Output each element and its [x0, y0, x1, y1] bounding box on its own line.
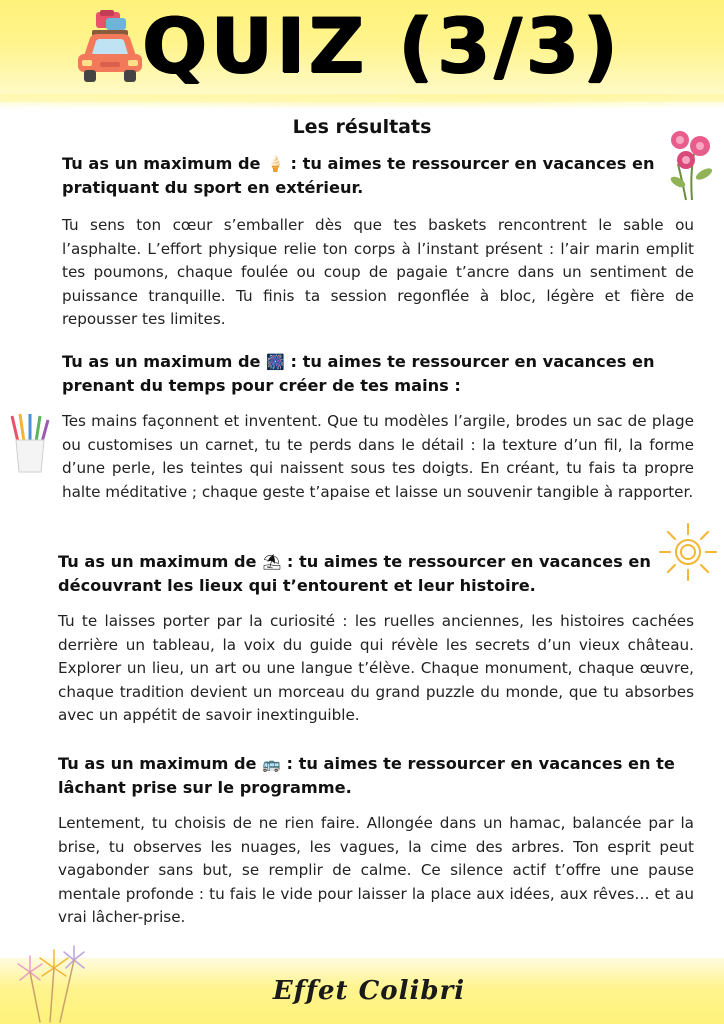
section-paragraph: Tes mains façonnent et inventent. Que tu modèles l’argile, brodes un sac de plage ou customises un carnet, tu te perds dans le détail : la texture d’un fil, la forme d’une perle, les teintes qui naissent sous tes doigts. En créant, tu fais ta propre halte méditative ; chaque geste t’apaise et laisse un souvenir tangible à rapporter.	[62, 412, 694, 501]
page-title: QUIZ (3/3)	[142, 1, 622, 90]
section-heading: Tu as un maximum de 🎆 : tu aimes te ressourcer en vacances en prenant du temps pour créer de tes mains :	[62, 352, 655, 395]
beach-umbrella-icon: ⛱	[262, 553, 282, 571]
firework-icon: 🎆	[266, 353, 285, 371]
section-heading: Tu as un maximum de 🍦 : tu aimes te ressourcer en vacances en pratiquant du sport en extérieur.	[62, 154, 655, 197]
section-heading: Tu as un maximum de 🚌 : tu aimes te ressourcer en vacances en te lâchant prise sur le programme.	[58, 754, 675, 797]
section-paragraph: Tu te laisses porter par la curiosité : les ruelles anciennes, les histoires cachées derrière un tableau, la voix du guide qui révèle les secrets d’un vieux château. Explorer un lieu, un art ou une langue t’élève. Chaque monument, chaque œuvre, chaque tradition devient un morceau du grand puzzle du monde, que tu absorbes avec un appétit de savoir inextinguible.	[58, 612, 694, 724]
section-paragraph: Lentement, tu choisis de ne rien faire. Allongée dans un hamac, balancée par la brise, tu observes les nuages, les vagues, la cime des arbres. Ton esprit peut vagabonder sans but, se remplir de calme. Ce silence actif t’offre une pause mentale profonde : tu fais le vide pour laisser la place aux idées, aux rêves… et au vrai lâcher-prise.	[58, 814, 694, 926]
subtitle: Les résultats	[292, 116, 432, 138]
result-section-3	[58, 550, 694, 728]
ice-cream-icon: 🍦	[266, 155, 285, 173]
result-section-1	[62, 152, 694, 332]
bus-icon: 🚌	[262, 755, 281, 773]
result-section-2	[62, 350, 694, 504]
brand-logo: Effet Colibri	[272, 976, 466, 1006]
section-paragraph: Tu sens ton cœur s’emballer dès que tes baskets rencontrent le sable ou l’asphalte. L’effort physique relie ton corps à l’instant présent : l’air marin emplit tes poumons, chaque foulée ou coup de pagaie t’ancre dans un sentiment de puissance tranquille. Tu finis ta session regonflée à bloc, légère et fière de repousser tes limites.	[62, 216, 694, 328]
section-heading: Tu as un maximum de ⛱ : tu aimes te ressourcer en vacances en découvrant les lieux qui t’entourent et leur histoire.	[58, 552, 651, 595]
result-section-4	[58, 752, 694, 930]
pencil-cup-icon	[8, 412, 52, 474]
